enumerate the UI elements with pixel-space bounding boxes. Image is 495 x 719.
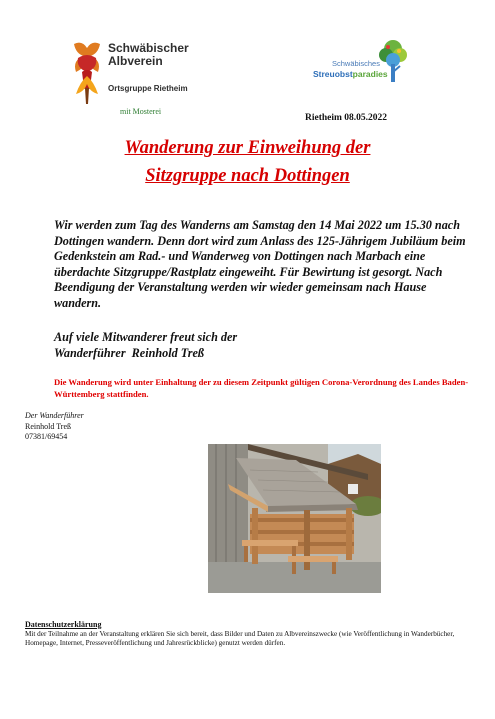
greeting-line-2: Wanderführer Reinhold Treß [54, 345, 204, 360]
signature-phone: 07381/69454 [25, 432, 68, 441]
streuobst-line-2 [313, 69, 388, 79]
signature-role: Der Wanderführer [25, 411, 84, 420]
paradies-word: paradies [352, 69, 388, 79]
announcement-paragraph: Wir werden zum Tag des Wanderns am Samstag den 14 Mai 2022 um 15.30 nach Dottingen wandern. Denn dort wird zum Anlass des 125-Jährigem Jubiläum beim Gedenkstein am Rad.- und Wanderweg von Dottingen nach Marbach eine überdachte Sitzgruppe/Rastplatz eingeweiht. Für Bewirtung ist gesorgt. Nach Beendigung der Veranstaltung werden wir wieder gemeinsam nach Hause wandern. [54, 218, 466, 310]
document-date: Rietheim 08.05.2022 [305, 113, 388, 123]
greeting-line-1: Auf viele Mitwanderer freut sich der [54, 330, 238, 344]
streuobstparadies-logo [310, 38, 410, 88]
title-line-1: Wanderung zur Einweihung der [124, 138, 371, 158]
document-title [0, 134, 495, 190]
logo-line-1: Schwäbischer [108, 41, 189, 55]
privacy-text: Mit der Teilnahme an der Veranstaltung erklären Sie sich bereit, dass Bilder und Daten zu Albvereinszwecke (wie Veröffentlichung in Wanderbücher, Homepage, Internet, Presseveröffentlichung und Jahresrückblicke) genutzt werden dürfen. [25, 630, 455, 648]
mosterei-label: mit Mosterei [120, 107, 162, 116]
signature-name: Reinhold Treß [25, 421, 72, 431]
streuobst-line-1: Schwäbisches [332, 59, 380, 68]
streuobst-word: Streuobst [313, 69, 353, 79]
albverein-emblem-icon [68, 38, 106, 106]
albverein-logo [68, 38, 218, 128]
title-line-2: Sitzgruppe nach Dottingen [145, 166, 350, 186]
logo-line-2: Albverein [108, 54, 163, 68]
ortsgruppe-label: Ortsgruppe Rietheim [108, 84, 188, 93]
seating-shelter-photo [208, 444, 381, 593]
greeting [54, 330, 454, 361]
signature-block [25, 411, 84, 443]
albverein-name [108, 42, 218, 68]
corona-notice: Die Wanderung wird unter Einhaltung der zu diesem Zeitpunkt gültigen Corona-Verordnung des Landes Baden-Württemberg stattfinden. [54, 377, 469, 399]
privacy-heading: Datenschutzerklärung [25, 620, 102, 629]
